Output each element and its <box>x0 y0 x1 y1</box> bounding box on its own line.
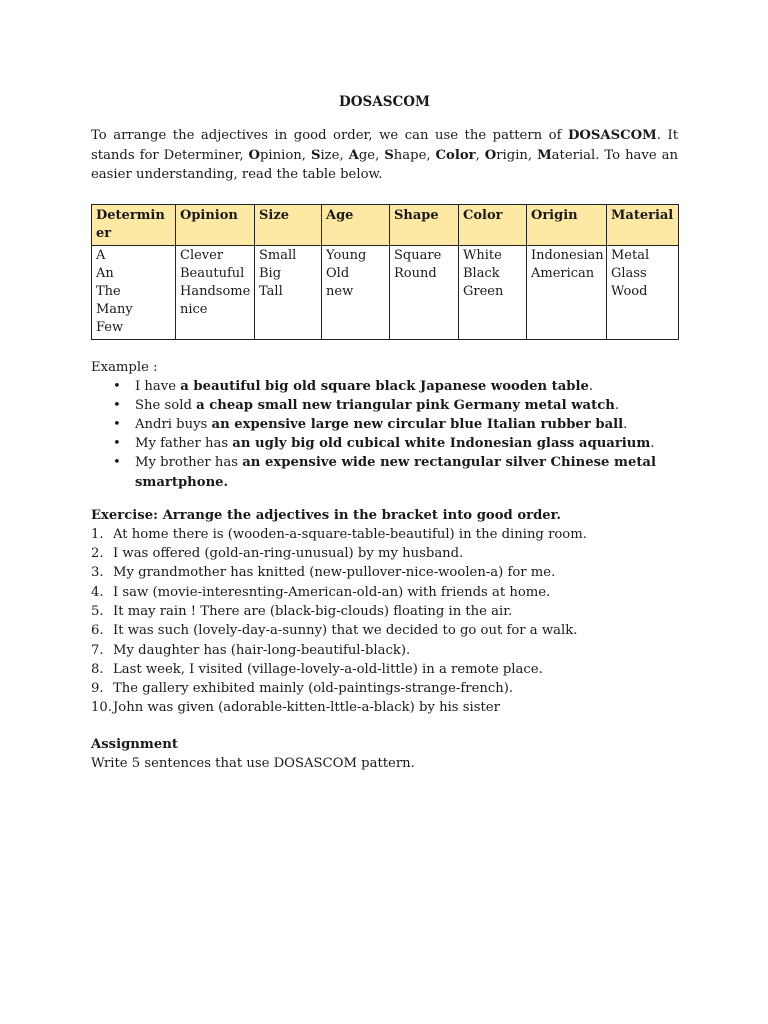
exercise-text: At home there is (wooden-a-square-table-beautiful) in the dining room. <box>113 526 587 542</box>
table-cell-shape <box>390 245 459 339</box>
table-header-cell: Material <box>607 204 679 245</box>
item-number: 7. <box>91 642 104 658</box>
intro-letter: O <box>484 147 497 163</box>
intro-letter: S <box>310 147 321 163</box>
intro-letter: A <box>348 147 359 163</box>
list-item <box>91 563 678 582</box>
cell-word: Green <box>463 283 504 299</box>
cell-word: Tall <box>259 283 283 299</box>
intro-text: hape, <box>393 147 436 163</box>
item-number: 10. <box>91 700 112 716</box>
cell-word: Small <box>259 247 297 263</box>
cell-word: new <box>326 283 354 299</box>
table-header-cell: Age <box>322 204 390 245</box>
intro-pattern-name: DOSASCOM <box>567 128 657 143</box>
table-header-cell: Opinion <box>176 204 255 245</box>
intro-letter: O <box>248 147 260 163</box>
example-text: Andri buys <box>135 416 212 432</box>
cell-word: The <box>96 283 121 299</box>
intro-text: To arrange the adjectives in good order, we can use the pattern of <box>91 128 568 143</box>
example-text: She sold <box>135 397 197 413</box>
table-cell-determiner <box>92 245 176 339</box>
intro-text: rigin, <box>496 147 538 163</box>
intro-text: ize, <box>320 147 349 163</box>
exercise-list <box>91 525 678 718</box>
exercise-text: My grandmother has knitted (new-pullover-nice-woolen-a) for me. <box>113 565 556 581</box>
exercise-text: I was offered (gold-an-ring-unusual) by my husband. <box>113 546 464 562</box>
list-item <box>91 679 678 698</box>
example-phrase: an expensive wide new rectangular silver Chinese metal smartphone. <box>135 455 656 490</box>
list-item <box>91 698 678 717</box>
intro-text: , <box>475 147 485 163</box>
cell-word: Black <box>463 265 500 281</box>
table-header-cell: Origin <box>527 204 607 245</box>
item-number: 3. <box>91 565 104 581</box>
example-text: My brother has <box>135 455 243 471</box>
exercise-heading: Exercise: Arrange the adjectives in the bracket into good order. <box>91 507 562 523</box>
intro-text: . To have an easier understanding, read the table below. <box>91 147 678 182</box>
list-item <box>113 434 678 453</box>
assignment-text: Write 5 sentences that use DOSASCOM pattern. <box>91 755 415 771</box>
cell-word: Round <box>394 265 437 281</box>
table-cell-material <box>607 245 679 339</box>
cell-word: Many <box>96 301 133 317</box>
example-text: My father has <box>135 436 233 452</box>
cell-word: Glass <box>611 265 647 281</box>
table-cell-age <box>322 245 390 339</box>
table-cell-opinion <box>176 245 255 339</box>
table-cell-origin <box>527 245 607 339</box>
example-phrase: a cheap small new triangular pink Germany metal watch <box>196 397 615 413</box>
table-header-cell: Shape <box>390 204 459 245</box>
cell-word: Beautuful <box>180 265 245 281</box>
list-item <box>91 602 678 621</box>
item-number: 2. <box>91 546 104 562</box>
list-item <box>91 525 678 544</box>
item-number: 8. <box>91 661 104 677</box>
dosascom-table <box>91 204 679 340</box>
item-number: 6. <box>91 623 104 639</box>
example-text: I have <box>135 378 181 394</box>
cell-word: A <box>96 247 106 263</box>
list-item <box>91 583 678 602</box>
intro-text: aterial <box>551 147 596 163</box>
list-item <box>113 396 678 415</box>
list-item <box>113 453 678 491</box>
cell-word: Big <box>259 265 282 281</box>
example-text: . <box>614 397 620 413</box>
page-title: DOSASCOM <box>339 94 430 110</box>
cell-word: American <box>531 265 595 281</box>
list-item <box>91 544 678 563</box>
table-header-cell: Determiner <box>92 204 176 245</box>
exercise-text: John was given (adorable-kitten-lttle-a-black) by his sister <box>113 700 500 716</box>
exercise-text: It may rain ! There are (black-big-clouds) floating in the air. <box>113 603 513 619</box>
item-number: 5. <box>91 603 104 619</box>
intro-letter: Color <box>435 147 476 163</box>
cell-word: Clever <box>180 247 224 263</box>
cell-word: Metal <box>611 247 650 263</box>
cell-word: nice <box>180 301 208 317</box>
exercise-text: I saw (movie-interesnting-American-old-an) with friends at home. <box>113 584 551 600</box>
exercise-text: My daughter has (hair-long-beautiful-black). <box>113 642 411 658</box>
list-item <box>91 621 678 640</box>
cell-word: An <box>96 265 114 281</box>
example-phrase: an ugly big old cubical white Indonesian glass aquarium <box>232 436 651 452</box>
item-number: 1. <box>91 526 104 542</box>
list-item <box>91 641 678 660</box>
example-phrase: an expensive large new circular blue Italian rubber ball <box>211 416 624 432</box>
example-text: . <box>650 436 655 452</box>
table-header-cell: Color <box>459 204 527 245</box>
cell-word: Wood <box>611 283 648 299</box>
list-item <box>91 660 678 679</box>
cell-word: Few <box>96 319 124 335</box>
cell-word: Old <box>326 265 350 281</box>
cell-word: White <box>463 247 502 263</box>
exercise-text: The gallery exhibited mainly (old-paintings-strange-french). <box>113 681 514 697</box>
item-number: 4. <box>91 584 104 600</box>
table-cell-size <box>255 245 322 339</box>
table-cell-color <box>459 245 527 339</box>
intro-text: ge, <box>358 147 385 163</box>
example-label: Example : <box>91 359 158 375</box>
list-item <box>113 415 678 434</box>
document-page <box>91 93 678 773</box>
item-number: 9. <box>91 681 104 697</box>
exercise-text: It was such (lovely-day-a-sunny) that we decided to go out for a walk. <box>113 623 578 639</box>
intro-paragraph <box>91 126 678 185</box>
table-header-cell: Size <box>255 204 322 245</box>
intro-text: . It stands for Determiner, <box>91 128 678 163</box>
intro-text: pinion, <box>259 147 311 163</box>
table-row <box>92 245 679 339</box>
table-header-row <box>92 204 679 245</box>
example-text: . <box>588 378 594 394</box>
list-item <box>113 377 678 396</box>
cell-word: Handsome <box>180 283 251 299</box>
example-text: . <box>623 416 628 432</box>
example-list <box>91 377 678 492</box>
exercise-text: Last week, I visited (village-lovely-a-old-little) in a remote place. <box>113 661 543 677</box>
intro-letter: S <box>384 147 394 163</box>
cell-word: Square <box>394 247 442 263</box>
cell-word: Young <box>326 247 367 263</box>
intro-letter: M <box>537 147 552 163</box>
assignment-heading: Assignment <box>91 736 178 752</box>
cell-word: Indonesian <box>531 247 604 263</box>
example-phrase: a beautiful big old square black Japanese wooden table <box>180 378 589 394</box>
